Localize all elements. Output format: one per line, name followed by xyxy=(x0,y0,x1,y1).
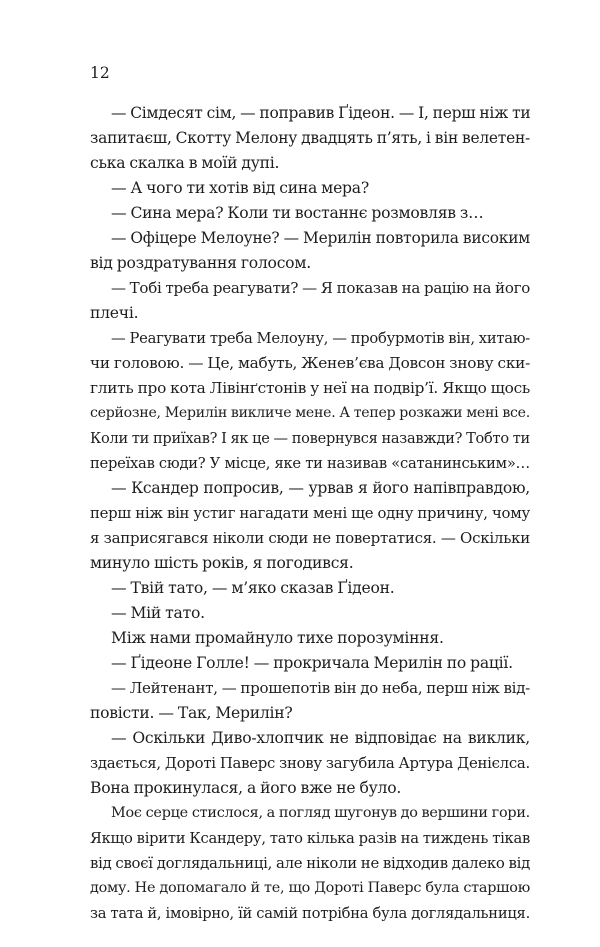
text-line: здається, Дороті Паверс знову загубила Артура Денієлса. xyxy=(90,754,530,772)
text-line: — Лейтенант, — прошепотів він до неба, перш ніж від- xyxy=(111,679,530,697)
text-line: Між нами промайнуло тихе порозуміння. xyxy=(111,629,444,647)
text-line: плечі. xyxy=(90,304,139,322)
text-line: я заприсягався ніколи сюди не повертатися. — Оскільки xyxy=(90,529,530,547)
text-line: перш ніж він устиг нагадати мені ще одну причину, чому xyxy=(90,504,530,522)
body-text xyxy=(90,101,530,926)
text-line: — Оскільки Диво-хлопчик не відповідає на виклик, xyxy=(111,729,530,747)
text-line: — Твій тато, — м’яко сказав Ґідеон. xyxy=(111,579,395,597)
text-line: глить про кота Лівінґстонів у неї на подвір’ї. Якщо щось xyxy=(90,379,530,397)
text-line: від роздратування голосом. xyxy=(90,254,311,272)
text-line: серйозне, Мерилін викличе мене. А тепер розкажи мені все. xyxy=(90,405,530,421)
text-line: Вона прокинулася, а його вже не було. xyxy=(90,779,402,797)
text-line: дому. Не допомагало й те, що Дороті Паверс була старшою xyxy=(90,880,530,896)
text-line: Моє серце стислося, а погляд шугонув до вершини гори. xyxy=(111,805,530,821)
text-line: — Ксандер попросив, — урвав я його напівправдою, xyxy=(111,479,530,497)
text-line: від своєї доглядальниці, але ніколи не відходив далеко від xyxy=(90,854,530,872)
text-line: — Мій тато. xyxy=(111,604,205,622)
text-line: — Ґідеоне Голле! — прокричала Мерилін по рації. xyxy=(111,654,513,672)
text-line: ська скалка в моїй дупі. xyxy=(90,154,280,172)
text-line: Коли ти приїхав? І як це — повернувся назавжди? Тобто ти xyxy=(90,430,530,447)
text-line: запитаєш, Скотту Мелону двадцять п’ять, і він велетен- xyxy=(90,129,530,147)
text-line: повісти. — Так, Мерилін? xyxy=(90,704,293,722)
text-line: минуло шість років, я погодився. xyxy=(90,554,354,572)
text-line: — Сина мера? Коли ти востаннє розмовляв з… xyxy=(111,204,484,222)
text-line: — Офіцере Мелоуне? — Мерилін повторила високим xyxy=(111,229,530,247)
text-line: переїхав сюди? У місце, яке ти називав «сатанинським»… xyxy=(90,455,530,472)
text-line: Якщо вірити Ксандеру, тато кілька разів на тиждень тікав xyxy=(90,830,530,847)
page-number: 12 xyxy=(90,64,110,82)
text-line: — Тобі треба реагувати? — Я показав на рацію на його xyxy=(111,279,530,297)
text-line: — Сімдесят сім, — поправив Ґідеон. — І, перш ніж ти xyxy=(111,104,530,122)
text-line: за тата й, імовірно, їй самій потрібна була доглядальниця. xyxy=(90,905,530,922)
text-line: чи головою. — Це, мабуть, Женев’єва Довсон знову ски- xyxy=(90,354,530,372)
text-line: — Реагувати треба Мелоуну, — пробурмотів він, хитаю- xyxy=(111,330,530,347)
text-line: — А чого ти хотів від сина мера? xyxy=(111,179,369,197)
